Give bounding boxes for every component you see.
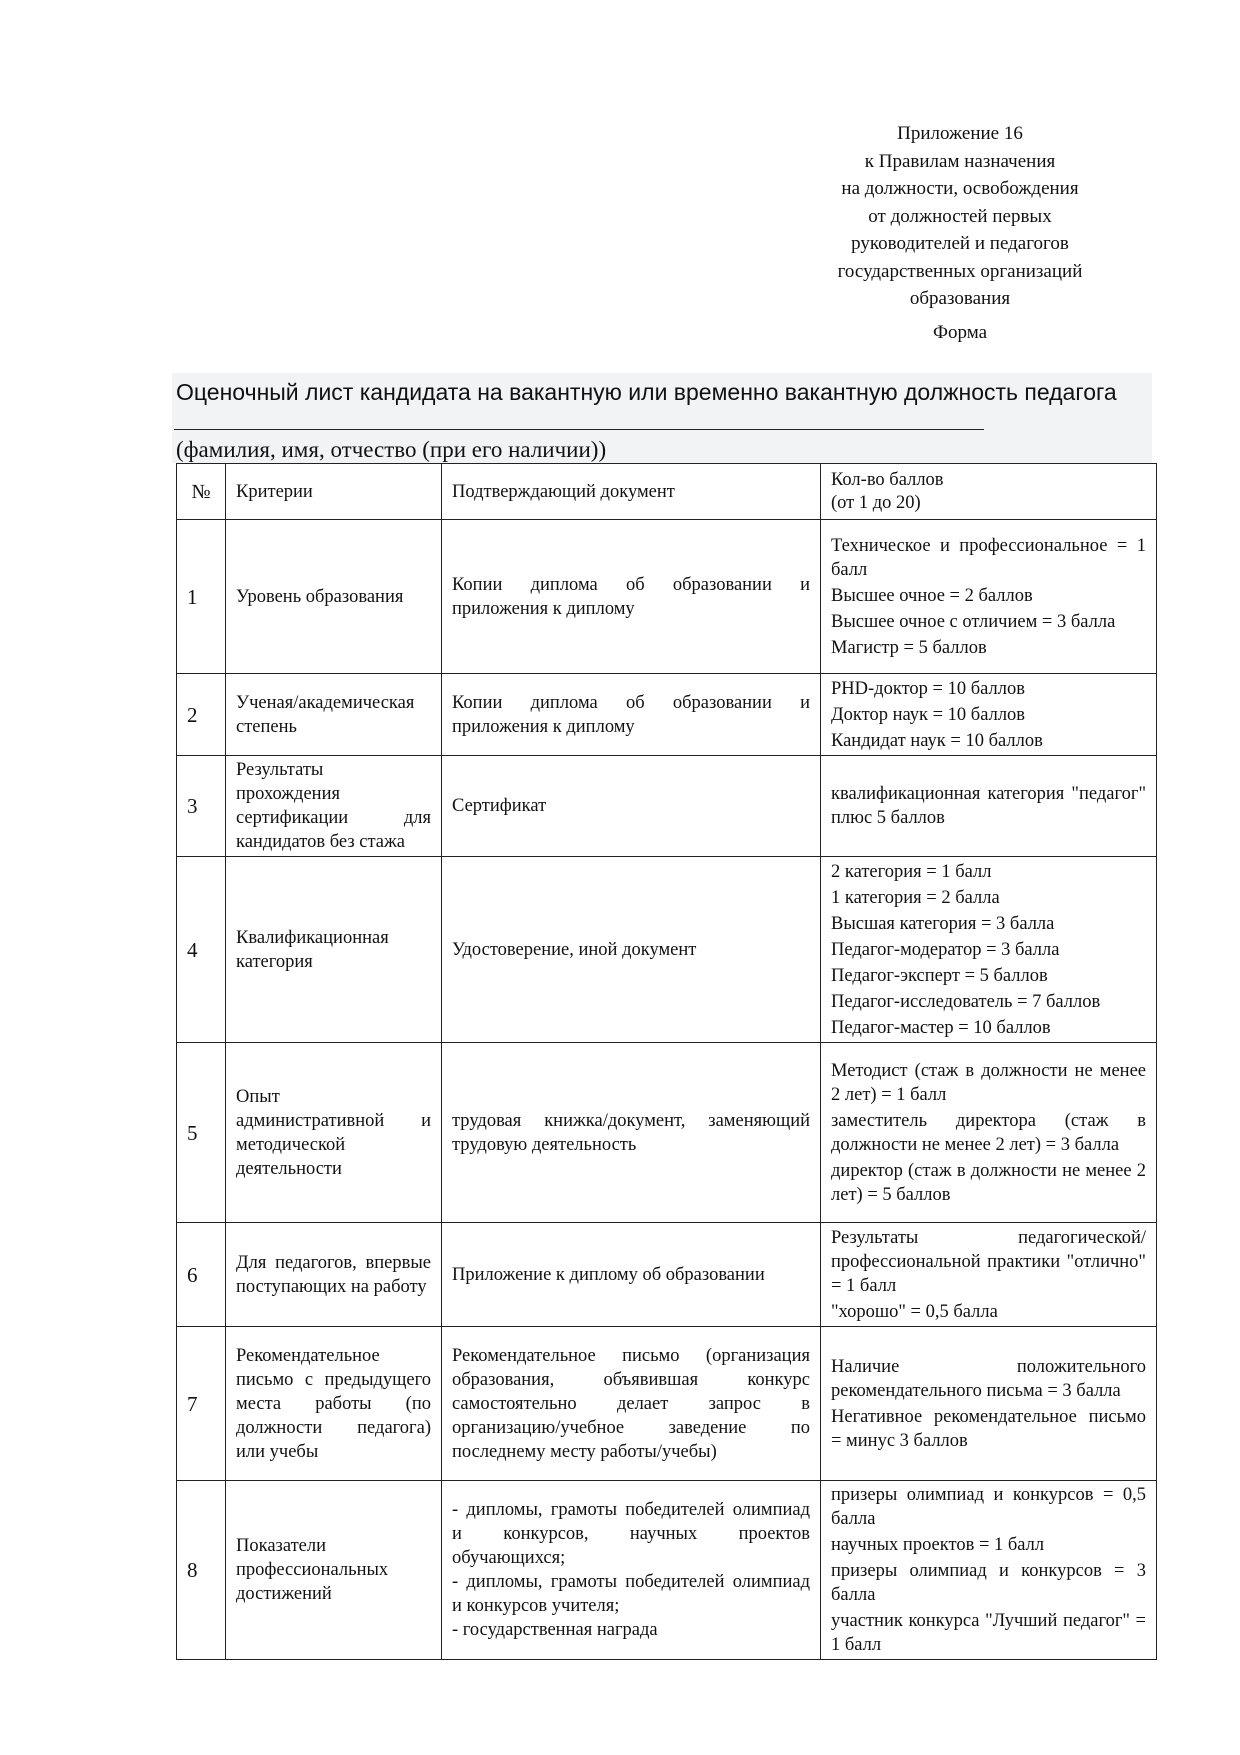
row-number: 1	[177, 520, 226, 674]
document-cell	[442, 1481, 821, 1660]
form-label: Форма	[932, 321, 988, 343]
points-line: Методист (стаж в должности не менее 2 лет) = 1 балл	[831, 1060, 1146, 1105]
document-line: Удостоверение, иной документ	[452, 939, 697, 960]
evaluation-table	[176, 463, 1157, 1660]
document-line: Приложение к диплому об образовании	[452, 1264, 765, 1285]
points-cell	[821, 1043, 1157, 1223]
row-number: 4	[177, 857, 226, 1043]
row-number: 2	[177, 674, 226, 756]
document-line: - дипломы, грамоты победителей олимпиад и конкурсов, научных проектов обучающихся;	[452, 1500, 810, 1568]
header-number: №	[177, 464, 226, 520]
points-line: 2 категория = 1 балл	[831, 861, 992, 882]
table-row	[177, 1327, 1157, 1481]
points-line: PHD-доктор = 10 баллов	[831, 678, 1025, 699]
points-line: директор (стаж в должности не менее 2 лет) = 5 баллов	[831, 1160, 1146, 1205]
row-number: 6	[177, 1223, 226, 1327]
appendix-line: образования	[909, 288, 1011, 309]
points-cell	[821, 1481, 1157, 1660]
name-fill-line	[174, 429, 984, 430]
points-line: квалификационная категория "педагог" плюс 5 баллов	[831, 784, 1146, 828]
table-row	[177, 756, 1157, 857]
appendix-line: на должности, освобождения	[841, 178, 1079, 199]
points-line: Педагог-модератор = 3 балла	[831, 939, 1060, 960]
table-row	[177, 520, 1157, 674]
document-cell	[442, 857, 821, 1043]
table-row	[177, 1223, 1157, 1327]
criterion-cell: Результаты прохождения сертификации для кандидатов без стажа	[226, 756, 442, 857]
points-line: Наличие положительного рекомендательного письма = 3 балла	[831, 1356, 1146, 1401]
document-line: Сертификат	[452, 796, 547, 816]
criterion-cell: Рекомендательное письмо с предыдущего места работы (по должности педагога) или учебы	[226, 1327, 442, 1481]
points-cell	[821, 857, 1157, 1043]
points-line: Магистр = 5 баллов	[831, 637, 987, 658]
document-line: - дипломы, грамоты победителей олимпиад и конкурсов учителя;	[452, 1572, 810, 1616]
points-line: Педагог-эксперт = 5 баллов	[831, 965, 1048, 986]
table-row	[177, 1043, 1157, 1223]
row-number: 3	[177, 756, 226, 857]
document-cell	[442, 1043, 821, 1223]
points-line: "хорошо" = 0,5 балла	[831, 1301, 998, 1322]
points-line: участник конкурса "Лучший педагог" = 1 балл	[831, 1611, 1146, 1655]
points-line: Результаты педагогической/ профессиональной практики "отлично" = 1 балл	[831, 1227, 1146, 1296]
document-line: Рекомендательное письмо (организация образования, объявившая конкурс самостоятельно делает запрос в организацию/учебное заведение по последнему месту работы/учебы)	[452, 1345, 810, 1462]
document-line: - государственная награда	[452, 1620, 658, 1640]
document-line: Копии диплома об образовании и приложения к диплому	[452, 574, 810, 619]
points-cell	[821, 520, 1157, 674]
points-line: Высшая категория = 3 балла	[831, 913, 1055, 934]
header-criteria: Критерии	[226, 464, 442, 520]
document-line: Копии диплома об образовании и приложения к диплому	[452, 692, 810, 737]
header-document: Подтверждающий документ	[442, 464, 821, 520]
document-cell	[442, 1327, 821, 1481]
table-body	[177, 520, 1157, 1660]
document-cell	[442, 756, 821, 857]
header-points: Кол-во баллов (от 1 до 20)	[821, 464, 1157, 520]
fio-caption: (фамилия, имя, отчество (при его наличии))	[176, 437, 607, 462]
points-cell	[821, 756, 1157, 857]
points-line: Кандидат наук = 10 баллов	[831, 730, 1043, 751]
points-cell	[821, 1327, 1157, 1481]
table-header-row	[177, 464, 1157, 520]
points-cell	[821, 674, 1157, 756]
table-row	[177, 674, 1157, 756]
points-line: научных проектов = 1 балл	[831, 1535, 1045, 1555]
row-number: 5	[177, 1043, 226, 1223]
document-cell	[442, 674, 821, 756]
document-title: Оценочный лист кандидата на вакантную или временно вакантную должность педагога	[176, 379, 1117, 405]
appendix-line: Приложение 16	[897, 123, 1023, 144]
points-line: Негативное рекомендательное письмо = минус 3 баллов	[831, 1406, 1146, 1451]
appendix-line: к Правилам назначения	[864, 150, 1056, 172]
appendix-line: от должностей первых	[868, 205, 1052, 227]
points-line: 1 категория = 2 балла	[831, 887, 1000, 908]
points-cell	[821, 1223, 1157, 1327]
table-row	[177, 1481, 1157, 1660]
points-line: призеры олимпиад и конкурсов = 3 балла	[831, 1561, 1146, 1605]
points-line: Высшее очное с отличием = 3 балла	[831, 611, 1116, 632]
points-line: призеры олимпиад и конкурсов = 0,5 балла	[831, 1485, 1146, 1529]
document-line: трудовая книжка/документ, заменяющий трудовую деятельность	[452, 1110, 810, 1155]
document-cell	[442, 520, 821, 674]
document-title-block	[172, 373, 1152, 463]
criterion-cell: Для педагогов, впервые поступающих на работу	[226, 1223, 442, 1327]
row-number: 8	[177, 1481, 226, 1660]
document-cell	[442, 1223, 821, 1327]
criterion-cell: Опыт административной и методической деятельности	[226, 1043, 442, 1223]
points-line: Педагог-исследователь = 7 баллов	[831, 991, 1101, 1012]
points-line: Высшее очное = 2 баллов	[831, 585, 1033, 606]
appendix-line: руководителей и педагогов	[851, 233, 1069, 254]
points-line: Техническое и профессиональное = 1 балл	[831, 535, 1146, 580]
points-line: заместитель директора (стаж в должности не менее 2 лет) = 3 балла	[831, 1110, 1146, 1155]
row-number: 7	[177, 1327, 226, 1481]
table-row	[177, 857, 1157, 1043]
criterion-cell: Уровень образования	[226, 520, 442, 674]
points-line: Педагог-мастер = 10 баллов	[831, 1017, 1051, 1038]
points-line: Доктор наук = 10 баллов	[831, 704, 1026, 725]
appendix-header	[780, 120, 1140, 346]
criterion-cell: Квалификационная категория	[226, 857, 442, 1043]
appendix-line: государственных организаций	[837, 260, 1083, 282]
criterion-cell: Ученая/академическая степень	[226, 674, 442, 756]
criterion-cell: Показатели профессиональных достижений	[226, 1481, 442, 1660]
